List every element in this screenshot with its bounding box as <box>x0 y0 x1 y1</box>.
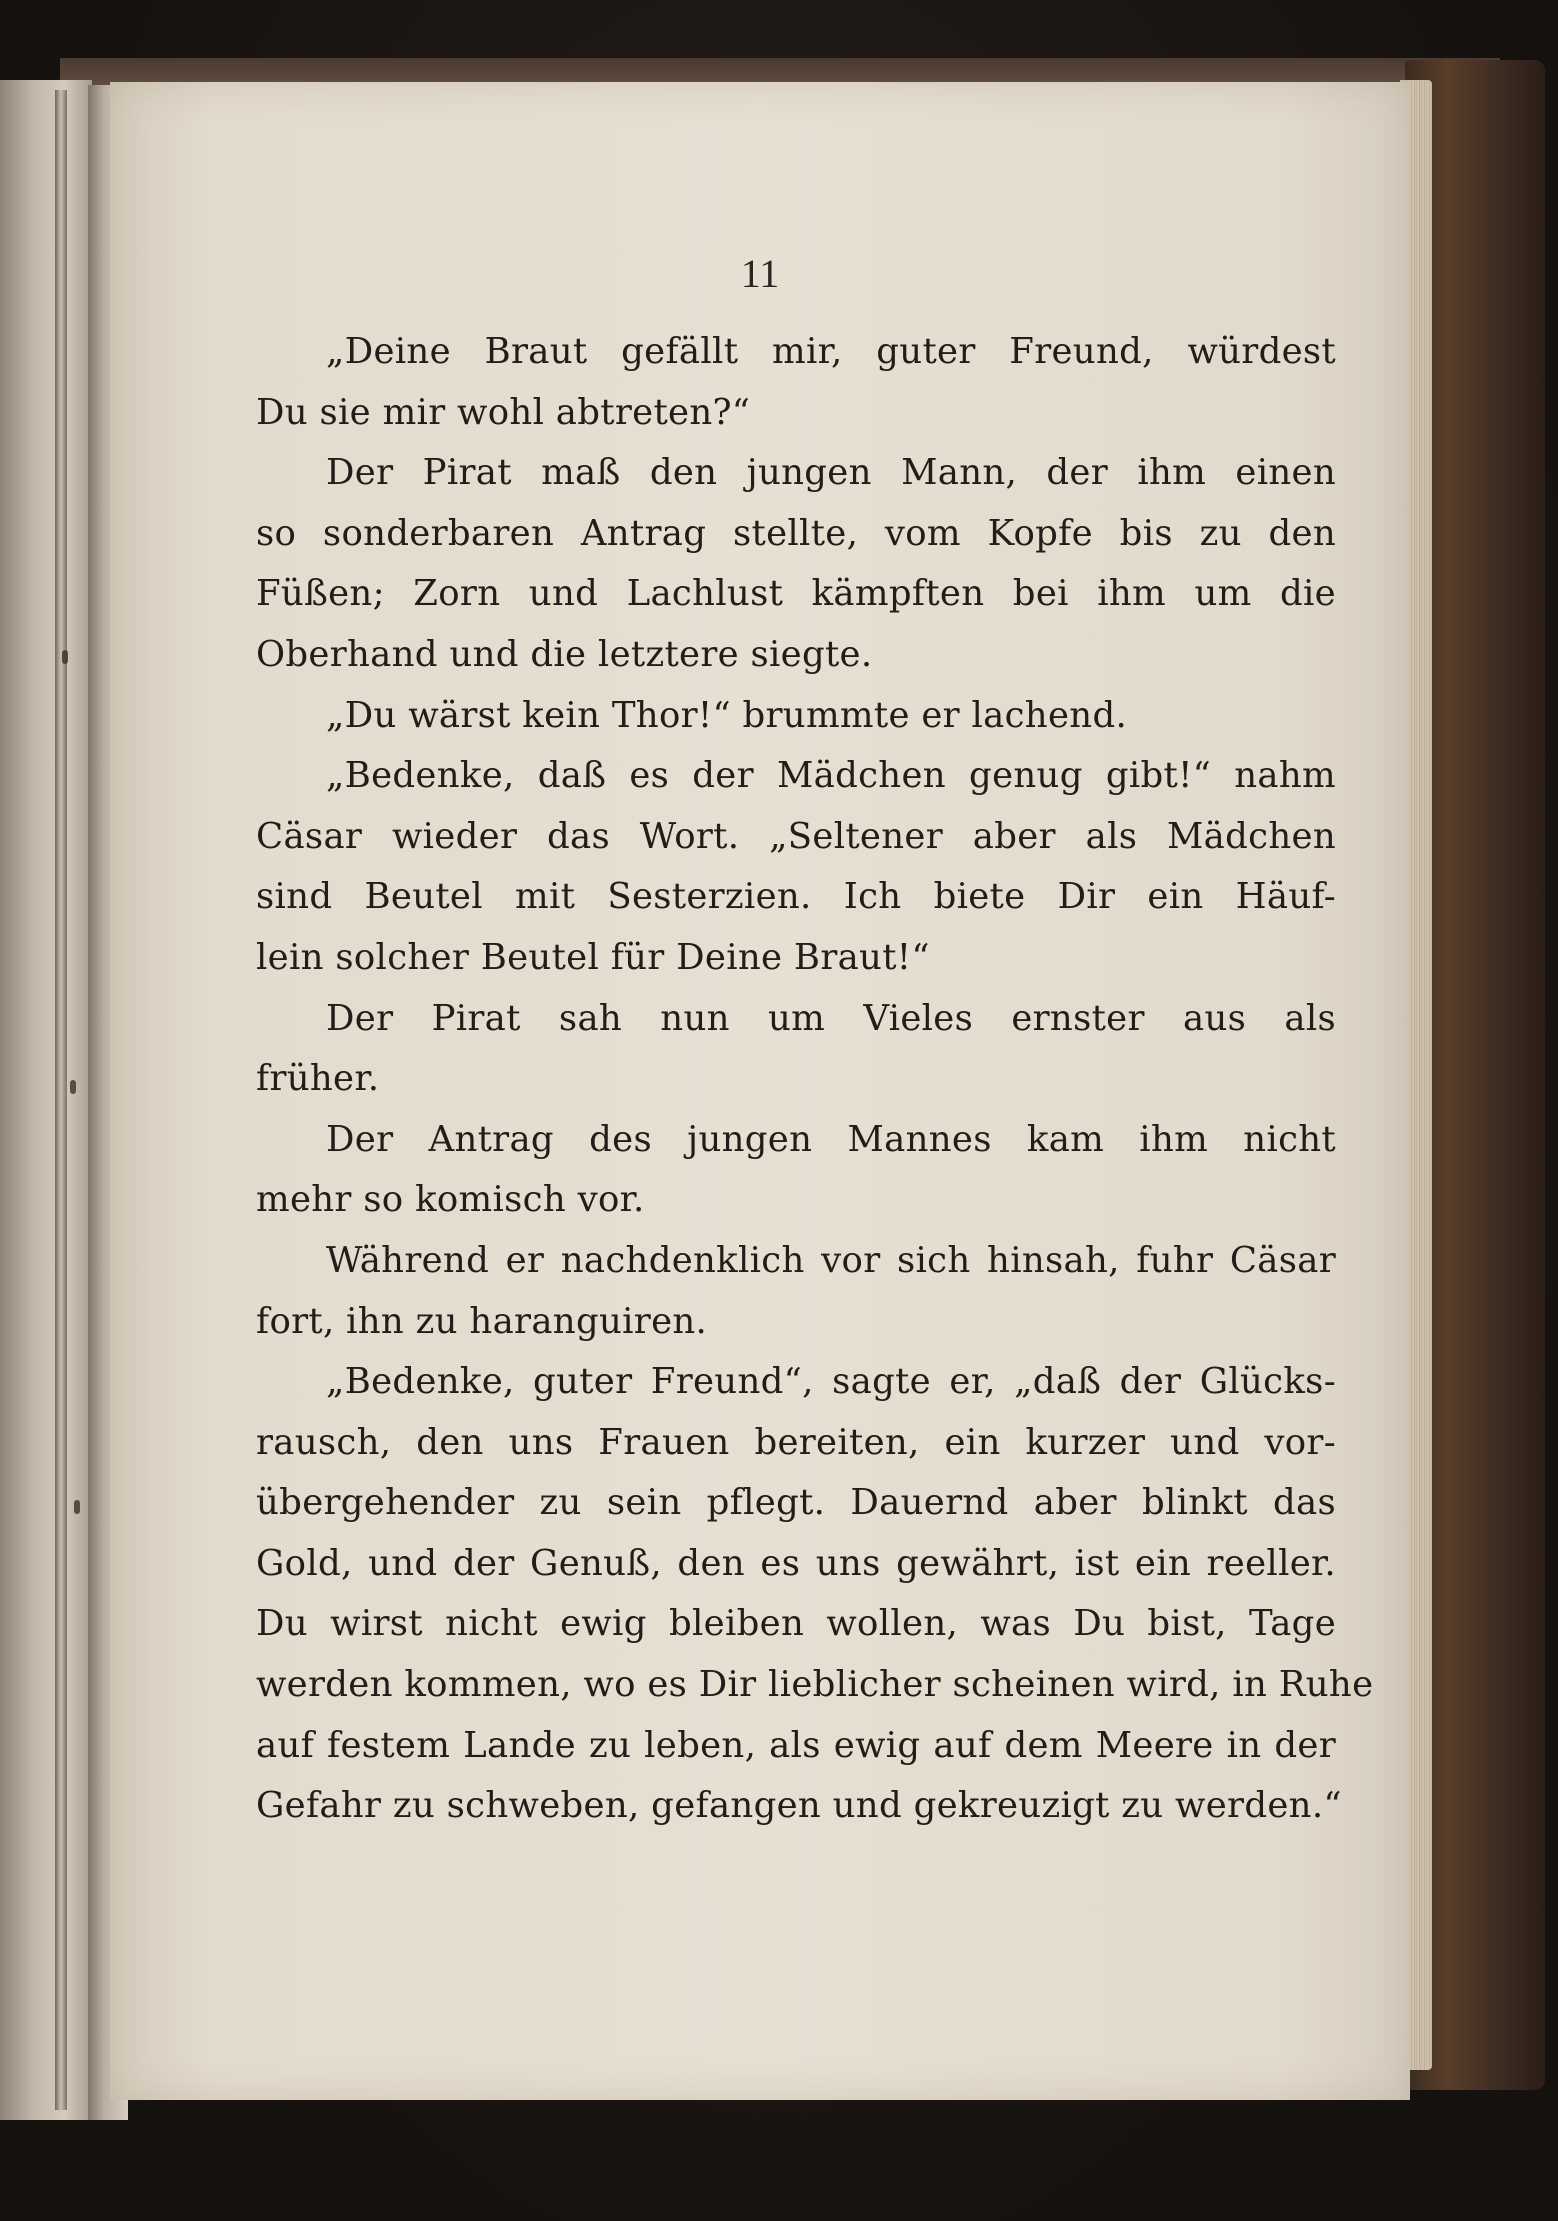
previous-page-edge <box>0 80 92 2120</box>
text-line: Füßen; Zorn und Lachlust kämpften bei ihm um die <box>256 573 1336 615</box>
page-text-body <box>256 322 1374 1837</box>
text-line: Gefahr zu schweben, gefangen und gekreuzigt zu werden.“ <box>256 1785 1342 1827</box>
text-line: Du wirst nicht ewig bleiben wollen, was Du bist, Tage <box>256 1603 1336 1645</box>
text-line: Der Antrag des jungen Mannes kam ihm nicht <box>326 1118 1336 1160</box>
text-line: mehr so komisch vor. <box>256 1179 645 1221</box>
text-line: „Deine Braut gefällt mir, guter Freund, würdest <box>326 331 1336 372</box>
text-line: Du sie mir wohl abtreten?“ <box>256 391 751 433</box>
text-line: auf festem Lande zu leben, als ewig auf dem Meere in der <box>256 1724 1336 1766</box>
text-line: fort, ihn zu haranguiren. <box>256 1300 708 1342</box>
text-line: Der Pirat sah nun um Vieles ernster aus als <box>326 997 1336 1039</box>
text-line: rausch, den uns Frauen bereiten, ein kurzer und vor- <box>256 1421 1336 1463</box>
text-line: „Bedenke, daß es der Mädchen genug gibt!“ nahm <box>326 755 1336 797</box>
text-line: Während er nachdenklich vor sich hinsah, fuhr Cäsar <box>326 1239 1336 1281</box>
left-page-fold <box>55 90 67 2110</box>
text-line: lein solcher Beutel für Deine Braut!“ <box>256 936 930 978</box>
text-line: Cäsar wieder das Wort. „Seltener aber als Mädchen <box>256 815 1336 857</box>
text-line: Oberhand und die letztere siegte. <box>256 633 873 675</box>
text-line: Gold, und der Genuß, den es uns gewährt, ist ein reeller. <box>256 1542 1336 1584</box>
text-line: übergehender zu sein pflegt. Dauernd aber blinkt das <box>256 1482 1336 1524</box>
binding-mark <box>62 650 68 664</box>
text-line: „Du wärst kein Thor!“ brummte er lachend. <box>326 694 1128 736</box>
book-page <box>110 82 1410 2100</box>
binding-mark <box>70 1080 76 1094</box>
text-line: sind Beutel mit Sesterzien. Ich biete Dir ein Häuf- <box>256 876 1336 918</box>
page-number: 11 <box>740 251 780 296</box>
text-line: früher. <box>256 1058 380 1100</box>
text-line: werden kommen, wo es Dir lieblicher scheinen wird, in Ruhe <box>256 1664 1374 1706</box>
text-line: so sonderbaren Antrag stellte, vom Kopfe bis zu den <box>256 512 1336 554</box>
text-line: Der Pirat maß den jungen Mann, der ihm einen <box>326 452 1336 494</box>
text-line: „Bedenke, guter Freund“, sagte er, „daß der Glücks- <box>326 1361 1336 1403</box>
binding-mark <box>74 1500 80 1514</box>
